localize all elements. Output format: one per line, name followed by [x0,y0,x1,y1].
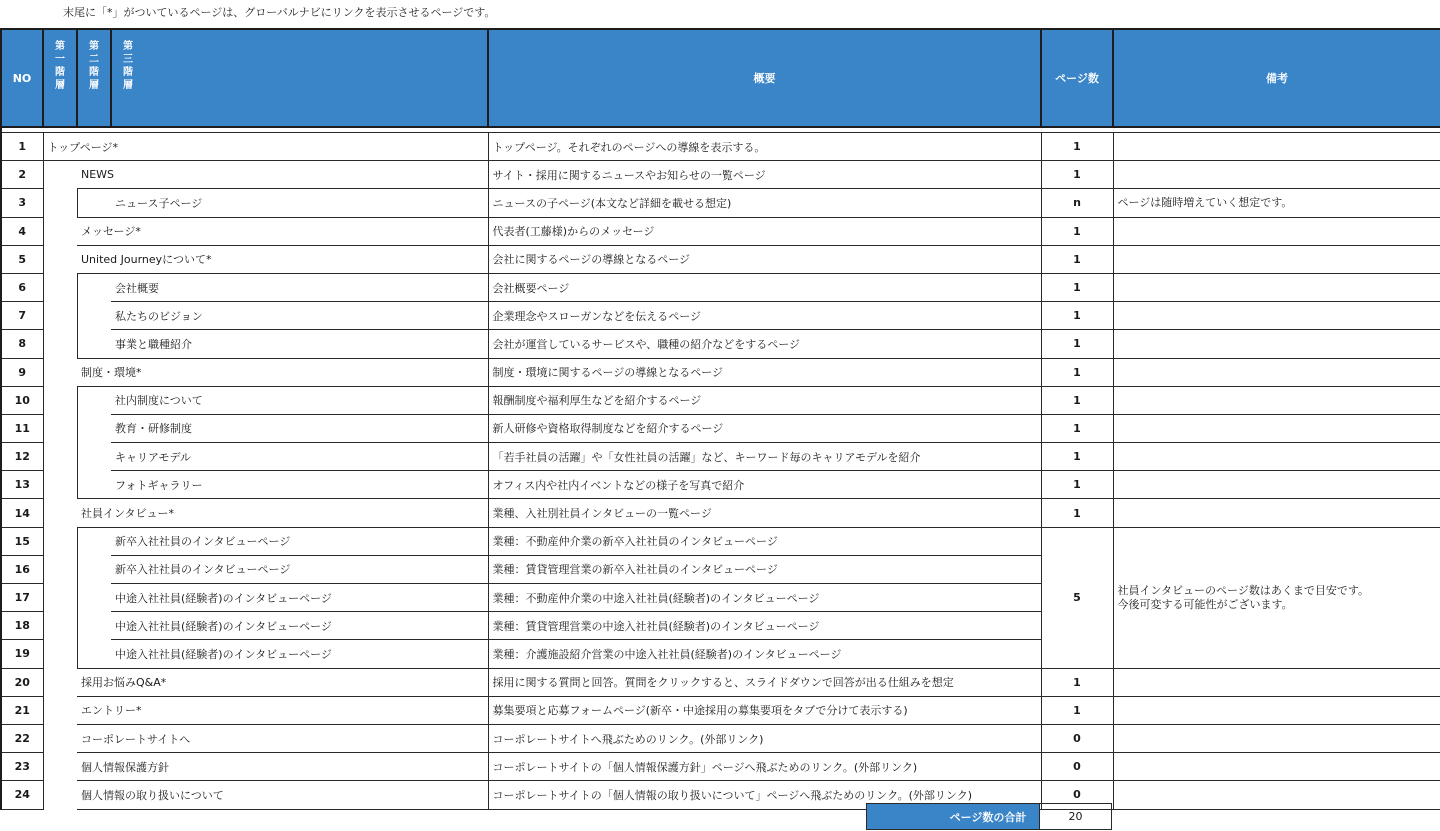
page-name: コーポレートサイトへ [77,724,488,752]
page-remarks [1113,217,1440,245]
indent-cell [43,696,77,724]
indent-cell [43,273,77,301]
page-name: 個人情報保護方針 [77,753,488,781]
indent-cell [43,302,77,330]
indent-cell [43,724,77,752]
page-remarks [1113,696,1440,724]
page-summary: 業種：賃貸管理営業の中途入社社員(経験者)のインタビューページ [488,612,1041,640]
page-name: ニュース子ページ [111,189,488,217]
page-remarks [1113,330,1440,358]
row-number: 5 [1,245,43,273]
page-remarks [1113,668,1440,696]
page-name: キャリアモデル [111,443,488,471]
page-name: 中途入社社員(経験者)のインタビューページ [111,584,488,612]
indent-cell [77,527,111,555]
indent-cell [43,612,77,640]
indent-cell [43,245,77,273]
table-row [1,753,1440,781]
page-summary: 制度・環境に関するページの導線となるページ [488,358,1041,386]
page-summary: 業種：不動産仲介業の中途入社社員(経験者)のインタビューページ [488,584,1041,612]
page-count: n [1041,189,1113,217]
row-number: 8 [1,330,43,358]
page-count: 1 [1041,217,1113,245]
row-number: 2 [1,161,43,189]
page-remarks [1113,499,1440,527]
page-count: 1 [1041,245,1113,273]
table-row [1,499,1440,527]
page-name: 新卒入社社員のインタビューページ [111,555,488,583]
page-name: 個人情報の取り扱いについて [77,781,488,809]
page-remarks [1113,414,1440,442]
indent-cell [43,781,77,809]
page-count: 0 [1041,753,1113,781]
indent-cell [43,414,77,442]
header-level1: 第一階層 [43,29,77,127]
table-row [1,358,1440,386]
page-summary: 代表者(工藤様)からのメッセージ [488,217,1041,245]
page-summary: コーポレートサイトの「個人情報保護方針」ページへ飛ぶためのリンク。(外部リンク) [488,753,1041,781]
page-count: 1 [1041,302,1113,330]
table-row [1,443,1440,471]
row-number: 24 [1,781,43,809]
remarks-line: 社員インタビューのページ数はあくまで目安です。 [1117,583,1369,597]
page-remarks [1113,753,1440,781]
page-name: メッセージ* [77,217,488,245]
row-number: 17 [1,584,43,612]
row-number: 16 [1,555,43,583]
row-number: 21 [1,696,43,724]
page-summary: コーポレートサイトへ飛ぶためのリンク。(外部リンク) [488,724,1041,752]
page-name: 中途入社社員(経験者)のインタビューページ [111,612,488,640]
row-number: 7 [1,302,43,330]
indent-cell [77,640,111,668]
row-number: 15 [1,527,43,555]
indent-cell [43,217,77,245]
page-remarks [1113,527,1440,668]
page-count: 1 [1041,471,1113,499]
page-name: 採用お悩みQ&A* [77,668,488,696]
indent-cell [77,273,111,301]
page-name: 中途入社社員(経験者)のインタビューページ [111,640,488,668]
page-remarks [1113,386,1440,414]
table-row [1,527,1440,555]
page-summary: 報酬制度や福利厚生などを紹介するページ [488,386,1041,414]
table-row [1,273,1440,301]
row-number: 4 [1,217,43,245]
row-number: 20 [1,668,43,696]
table-row [1,189,1440,217]
table-row [1,414,1440,442]
page-name: トップページ* [43,133,488,161]
row-number: 13 [1,471,43,499]
header-level2: 第二階層 [77,29,111,127]
indent-cell [43,584,77,612]
indent-cell [43,386,77,414]
table-row [1,696,1440,724]
page-count: 1 [1041,133,1113,161]
page-total-value: 20 [1040,803,1112,830]
row-number: 12 [1,443,43,471]
header-no: NO [1,29,43,127]
page-name: 私たちのビジョン [111,302,488,330]
table-row [1,330,1440,358]
header-remarks: 備考 [1113,29,1440,127]
indent-cell [43,443,77,471]
page-summary: ニュースの子ページ(本文など詳細を載せる想定) [488,189,1041,217]
indent-cell [43,753,77,781]
page-remarks [1113,245,1440,273]
page-summary: 会社に関するページの導線となるページ [488,245,1041,273]
page-name: 教育・研修制度 [111,414,488,442]
page-summary: トップページ。それぞれのページへの導線を表示する。 [488,133,1041,161]
page-name: フォトギャラリー [111,471,488,499]
page-count: 1 [1041,668,1113,696]
page-total [866,803,1112,830]
row-number: 23 [1,753,43,781]
page-name: 制度・環境* [77,358,488,386]
page-remarks [1113,189,1440,217]
page-summary: 募集要項と応募フォームページ(新卒・中途採用の募集要項をタブで分けて表示する) [488,696,1041,724]
page-remarks [1113,443,1440,471]
page-summary: 業種、入社別社員インタビューの一覧ページ [488,499,1041,527]
page-name: 社内制度について [111,386,488,414]
indent-cell [77,612,111,640]
table-row [1,471,1440,499]
page-summary: 採用に関する質問と回答。質問をクリックすると、スライドダウンで回答が出る仕組みを想定 [488,668,1041,696]
table-row [1,668,1440,696]
page-count: 1 [1041,414,1113,442]
row-number: 3 [1,189,43,217]
indent-cell [77,443,111,471]
page-remarks [1113,161,1440,189]
page-summary: 業種：介護施設紹介営業の中途入社社員(経験者)のインタビューページ [488,640,1041,668]
page-summary: コーポレートサイトの「個人情報の取り扱いについて」ページへ飛ぶためのリンク。(外部リンク) [488,781,1041,809]
page-summary: 企業理念やスローガンなどを伝えるページ [488,302,1041,330]
row-number: 1 [1,133,43,161]
page-summary: オフィス内や社内イベントなどの様子を写真で紹介 [488,471,1041,499]
indent-cell [77,189,111,217]
indent-cell [77,414,111,442]
page-note: 末尾に「*」がついているページは、グローバルナビにリンクを表示させるページです。 [63,6,496,19]
header-pages: ページ数 [1041,29,1113,127]
table-row [1,781,1440,809]
remarks-line: ページは随時増えていく想定です。 [1117,195,1293,209]
row-number: 18 [1,612,43,640]
row-number: 6 [1,273,43,301]
indent-cell [43,161,77,189]
page-remarks [1113,302,1440,330]
page-count: 1 [1041,273,1113,301]
indent-cell [77,471,111,499]
indent-cell [43,358,77,386]
page-summary: 業種：不動産仲介業の新卒入社社員のインタビューページ [488,527,1041,555]
page-total-label: ページ数の合計 [866,803,1040,830]
page-count: 5 [1041,527,1113,668]
page-count: 0 [1041,724,1113,752]
page-remarks [1113,781,1440,809]
page-remarks [1113,358,1440,386]
table-row [1,161,1440,189]
page-name: エントリー* [77,696,488,724]
page-count: 1 [1041,443,1113,471]
page-summary: 新人研修や資格取得制度などを紹介するページ [488,414,1041,442]
row-number: 9 [1,358,43,386]
indent-cell [43,471,77,499]
page-count: 1 [1041,161,1113,189]
page-name: 社員インタビュー* [77,499,488,527]
indent-cell [77,330,111,358]
page-summary: 会社が運営しているサービスや、職種の紹介などをするページ [488,330,1041,358]
indent-cell [43,330,77,358]
page-remarks [1113,133,1440,161]
table-row [1,724,1440,752]
page-name: NEWS [77,161,488,189]
page-name: 会社概要 [111,273,488,301]
page-summary: 「若手社員の活躍」や「女性社員の活躍」など、キーワード毎のキャリアモデルを紹介 [488,443,1041,471]
table-row [1,302,1440,330]
table-row [1,217,1440,245]
page-count: 1 [1041,358,1113,386]
header-summary: 概要 [488,29,1041,127]
page-summary: 会社概要ページ [488,273,1041,301]
indent-cell [43,189,77,217]
page-count: 1 [1041,696,1113,724]
page-summary: サイト・採用に関するニュースやお知らせの一覧ページ [488,161,1041,189]
page-name: 事業と職種紹介 [111,330,488,358]
indent-cell [43,640,77,668]
row-number: 22 [1,724,43,752]
page-count: 1 [1041,330,1113,358]
row-number: 14 [1,499,43,527]
indent-cell [77,584,111,612]
page-count: 1 [1041,499,1113,527]
page-name: United Journeyについて* [77,245,488,273]
page-name: 新卒入社社員のインタビューページ [111,527,488,555]
indent-cell [43,527,77,555]
table-row [1,245,1440,273]
table-row [1,133,1440,161]
table-row [1,386,1440,414]
table-header-row [1,29,1440,127]
row-number: 19 [1,640,43,668]
indent-cell [43,499,77,527]
indent-cell [43,555,77,583]
page-count: 0 [1041,781,1113,809]
sitemap-table [0,28,1440,810]
page-remarks [1113,724,1440,752]
page-summary: 業種：賃貸管理営業の新卒入社社員のインタビューページ [488,555,1041,583]
row-number: 10 [1,386,43,414]
remarks-line: 今後可変する可能性がございます。 [1117,597,1293,611]
indent-cell [77,386,111,414]
indent-cell [77,555,111,583]
indent-cell [77,302,111,330]
indent-cell [43,668,77,696]
page-remarks [1113,273,1440,301]
header-level3: 第三階層 [111,29,488,127]
row-number: 11 [1,414,43,442]
page-remarks [1113,471,1440,499]
page-count: 1 [1041,386,1113,414]
